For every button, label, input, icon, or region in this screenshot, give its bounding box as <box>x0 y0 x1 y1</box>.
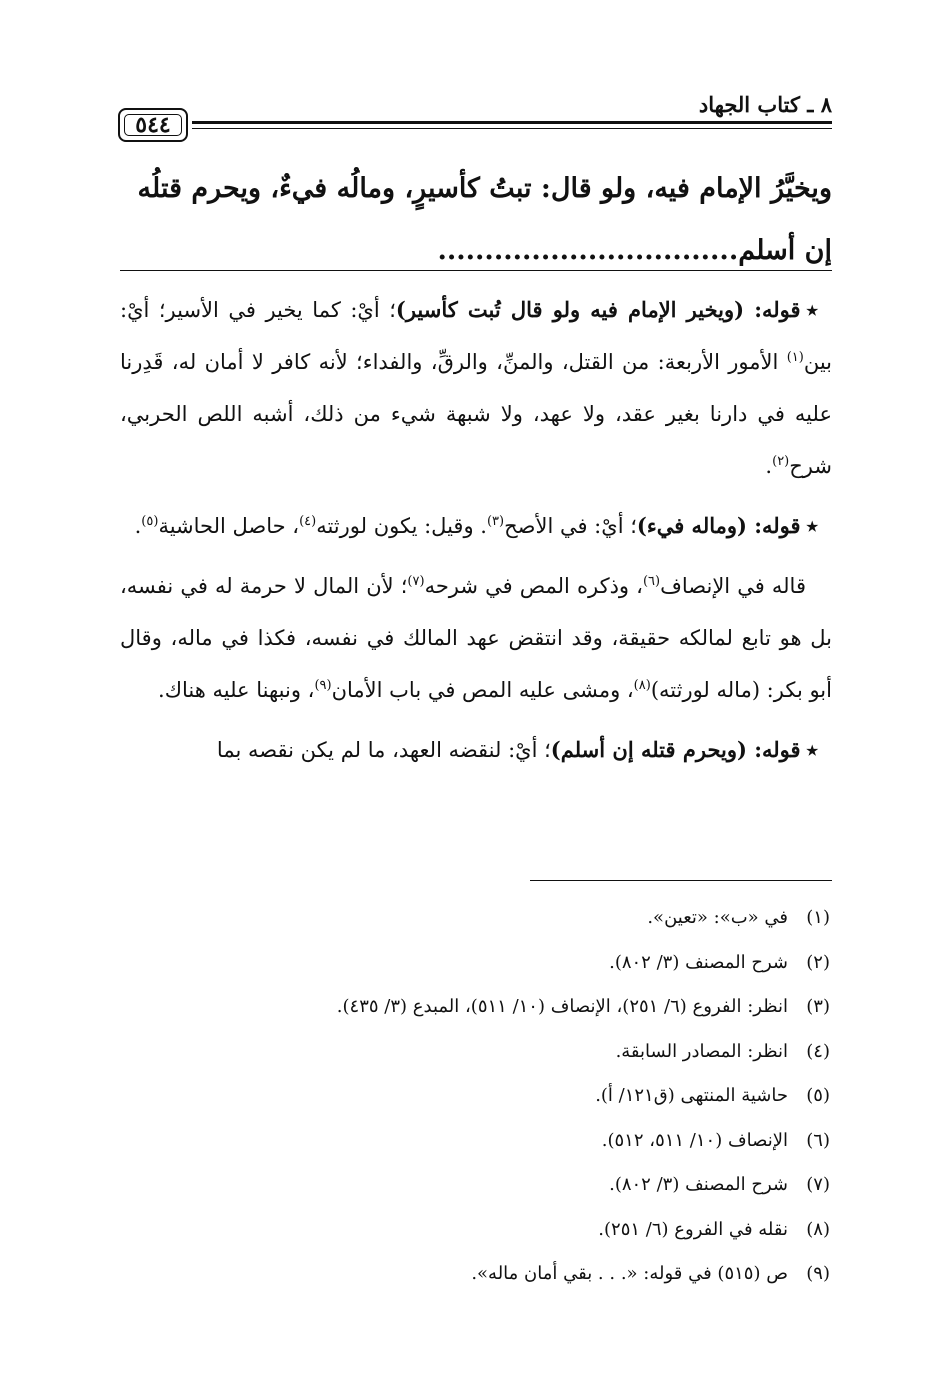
header-double-rule <box>192 121 832 129</box>
p1-text-c: . <box>765 454 773 478</box>
p3-text-c: ؛ لأن المال لا حرمة له في نفسه، بل هو تابع لمالكه حقيقة، وقد انتقض عهد المالك في نفسه، فكذا في ماله، وقال أبو بكر: (ماله لورثته) <box>120 574 832 702</box>
footnote-item <box>120 1208 830 1253</box>
p2-text-d: . <box>134 514 142 538</box>
quote-lead-1: قوله: (ويخير الإمام فيه ولو قال تُبت كأسير) <box>395 297 801 322</box>
footnote-item <box>120 985 830 1030</box>
footnote-number: (٢) <box>806 951 830 973</box>
matn-text <box>120 158 832 282</box>
footnote-ref-4[interactable]: (٤) <box>299 514 317 529</box>
footnote-ref-8[interactable]: (٨) <box>633 678 651 693</box>
matn-line-2-text: إن أسلم <box>738 235 832 266</box>
footnote-item <box>120 941 830 986</box>
footnote-number: (١) <box>806 907 830 928</box>
footnote-text: انظر: المصادر السابقة. <box>615 1040 788 1062</box>
p3-text-d: ، ومشى عليه المص في باب الأمان <box>331 678 634 702</box>
footnote-text: الإنصاف (١٠/ ٥١١، ٥١٢). <box>601 1129 788 1151</box>
footnotes-list <box>120 896 830 1297</box>
commentary <box>120 284 832 784</box>
p4-text-a: ؛ أيْ: لنقضه العهد، ما لم يكن نقصه بما <box>216 738 551 762</box>
footnote-item <box>120 1030 830 1075</box>
footnote-ref-7[interactable]: (٧) <box>407 574 425 589</box>
footnote-divider <box>530 880 832 881</box>
footnote-text: في «ب»: «تعين». <box>647 907 788 928</box>
p1-text-b: الأمور الأربعة: من القتل، والمنِّ، والرقِّ، والفداء؛ لأنه كافر لا أمان له، قَدِرنا عليه في دارنا بغير عقد، ولا عهد، ولا شبهة شيء من ذلك، أشبه اللص الحربي، شرح <box>120 350 832 478</box>
commentary-paragraph-2 <box>120 500 832 552</box>
footnote-number: (٦) <box>806 1129 830 1151</box>
p3-text-e: ، ونبهنا عليه هناك. <box>158 678 315 702</box>
commentary-paragraph-4 <box>120 724 832 776</box>
matn-dots: ................................ <box>437 235 739 266</box>
footnote-ref-2[interactable]: (٢) <box>772 454 790 469</box>
running-title: ٨ ـ كتاب الجهاد <box>698 92 832 117</box>
bullet-star-icon: ٭ <box>806 737 818 762</box>
footnote-text: حاشية المنتهى (ق١٢١/ أ). <box>595 1085 788 1106</box>
footnote-number: (٣) <box>806 996 830 1017</box>
footnote-ref-1[interactable]: (١) <box>786 350 804 365</box>
p1-text-a: ؛ أيْ: كما يخير في الأسير؛ أيْ: بين <box>120 298 832 374</box>
footnote-ref-5[interactable]: (٥) <box>141 514 159 529</box>
bullet-star-icon: ٭ <box>806 297 818 322</box>
footnote-item <box>120 1163 830 1208</box>
footnote-number: (٥) <box>806 1085 830 1106</box>
commentary-paragraph-1 <box>120 284 832 492</box>
footnote-ref-9[interactable]: (٩) <box>314 678 332 693</box>
p2-text-c: ، حاصل الحاشية <box>158 514 300 538</box>
footnote-number: (٤) <box>806 1040 830 1062</box>
matn-line-2 <box>120 220 832 282</box>
footnote-text: نقله في الفروع (٦/ ٢٥١). <box>598 1218 788 1240</box>
bullet-star-icon: ٭ <box>806 513 818 538</box>
p2-text-b: . وقيل: يكون لورثته <box>316 514 487 538</box>
footnote-number: (٧) <box>806 1174 830 1195</box>
footnote-text: شرح المصنف (٣/ ٨٠٢). <box>609 951 788 973</box>
p2-text-a: ؛ أيْ: في الأصح <box>504 514 637 538</box>
footnote-item <box>120 1252 830 1297</box>
footnote-ref-3[interactable]: (٣) <box>486 514 505 529</box>
matn-divider <box>120 270 832 271</box>
footnote-text: ص (٥١٥) في قوله: «. . . بقي أمان ماله». <box>471 1263 788 1284</box>
footnote-number: (٩) <box>806 1263 830 1284</box>
footnote-text: انظر: الفروع (٦/ ٢٥١)، الإنصاف (١٠/ ٥١١)، المبدع (٣/ ٤٣٥). <box>336 996 788 1017</box>
commentary-paragraph-3 <box>120 560 832 716</box>
p3-text-b: ، وذكره المص في شرحه <box>424 574 643 598</box>
footnote-ref-6[interactable]: (٦) <box>642 574 661 589</box>
footnote-item <box>120 1119 830 1164</box>
matn-line-1: ويخيَّرُ الإمام فيه، ولو قال: تبتُ كأسيرٍ، ومالُه فيءٌ، ويحرم قتلُه <box>137 173 832 204</box>
quote-lead-3: قوله: (ويحرم قتله إن أسلم) <box>550 737 801 762</box>
footnote-item <box>120 1074 830 1119</box>
footnote-text: شرح المصنف (٣/ ٨٠٢). <box>609 1174 788 1195</box>
footnote-number: (٨) <box>806 1218 830 1240</box>
page-number: ٥٤٤ <box>118 108 188 142</box>
quote-lead-2: قوله: (وماله فيء) <box>636 513 801 538</box>
footnote-item <box>120 896 830 941</box>
p3-text-a: قاله في الإنصاف <box>660 574 806 598</box>
